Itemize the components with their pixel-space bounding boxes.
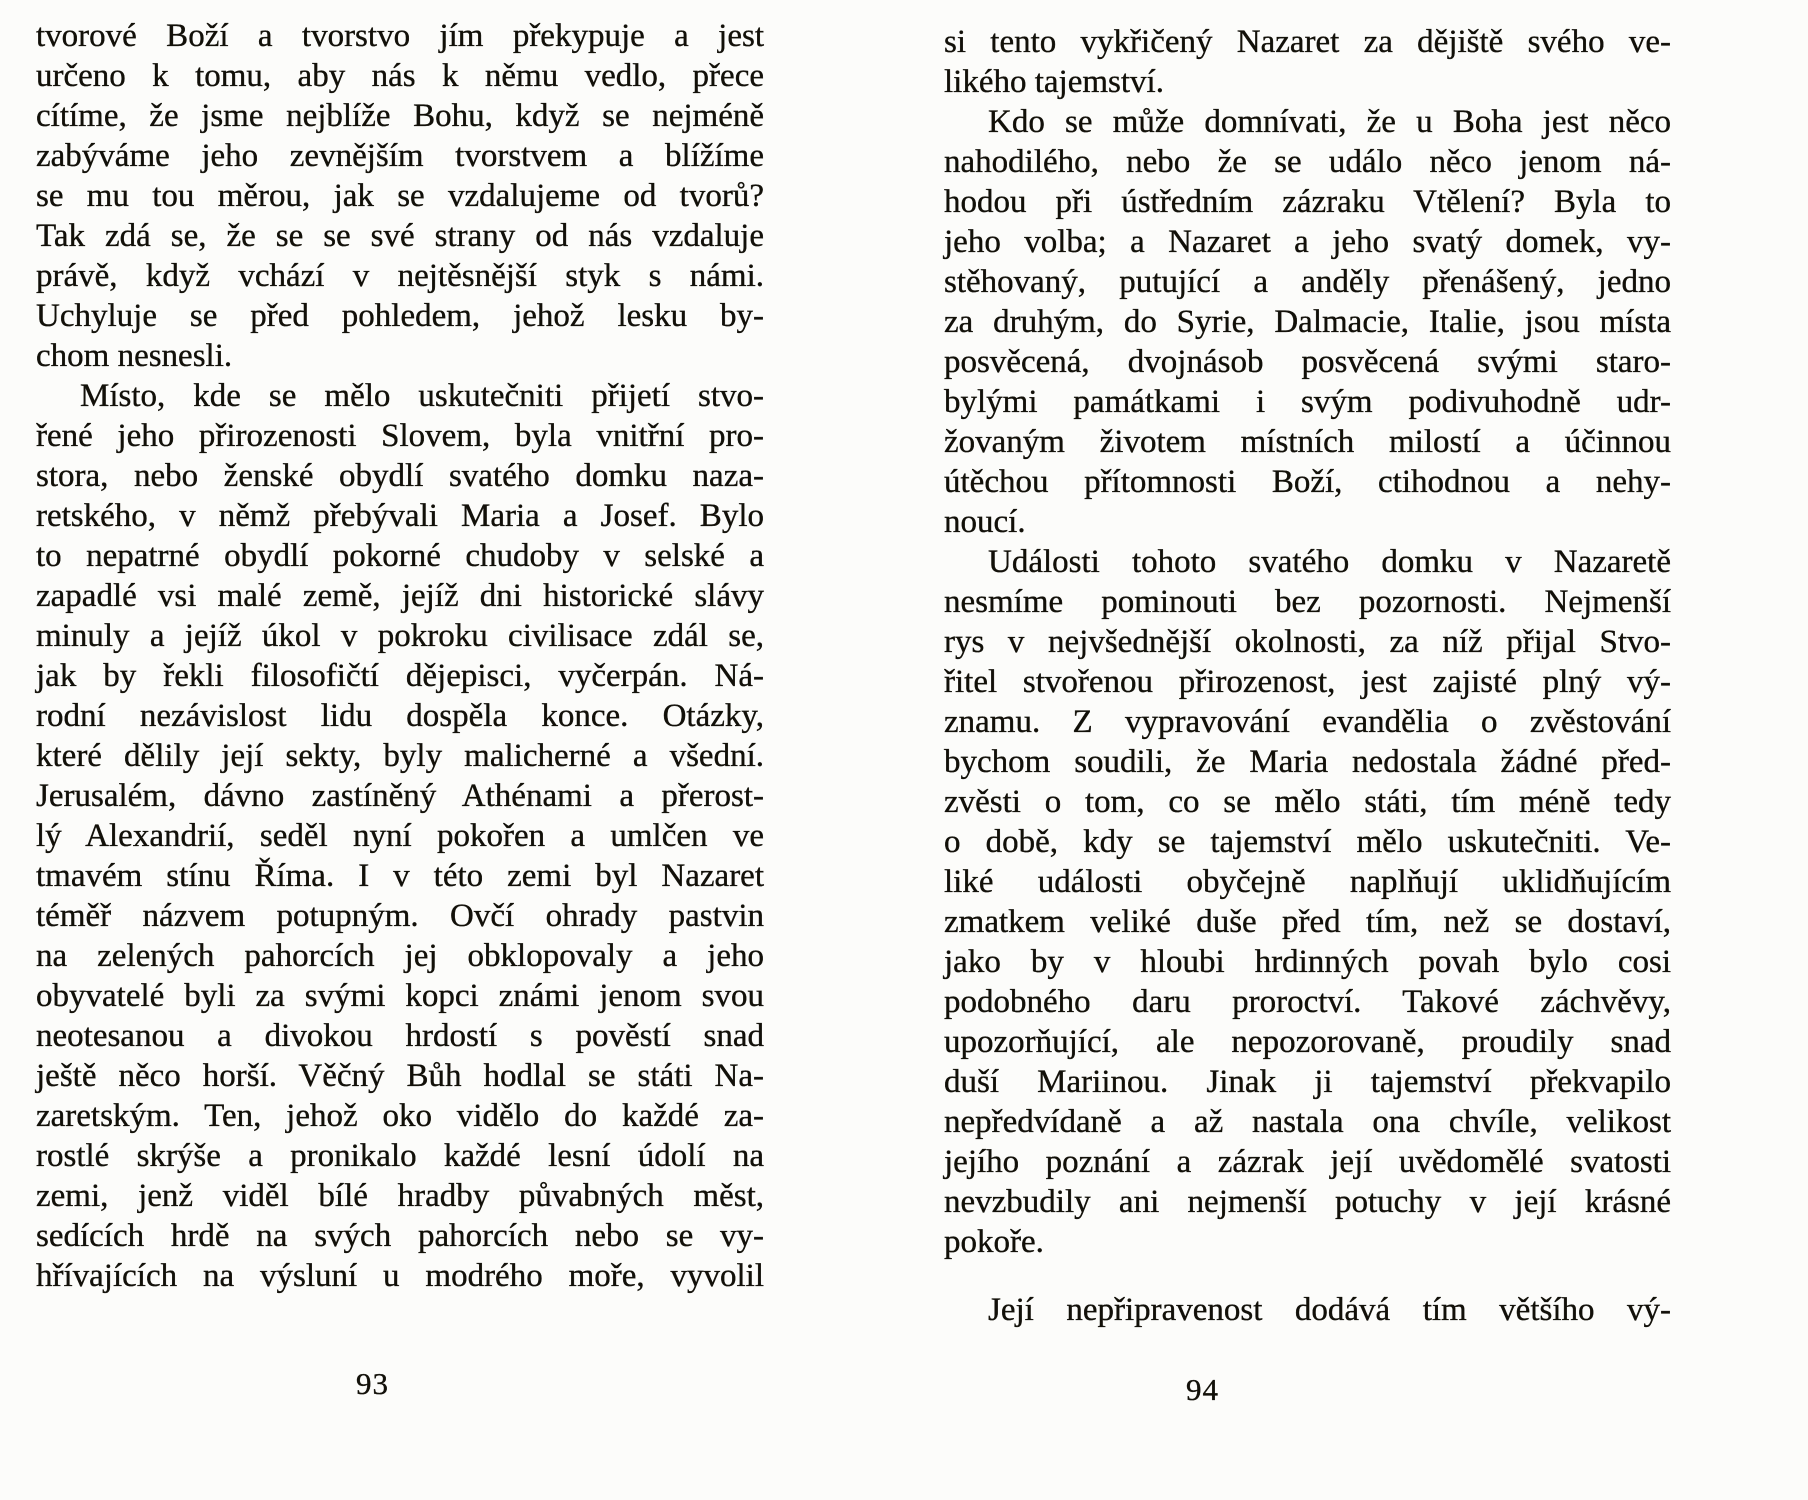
text-line: chom nesnesli. xyxy=(36,338,233,374)
text-line: nepředvídaně a až nastala ona chvíle, velikost xyxy=(944,1104,1671,1140)
text-line: rys v nejvšednější okolnosti, za níž přijal Stvo- xyxy=(944,624,1671,660)
text-line: řené jeho přirozenosti Slovem, byla vnitřní pro- xyxy=(36,418,764,454)
text-line: si tento vykřičený Nazaret za dějiště svého ve- xyxy=(944,24,1671,60)
paragraph xyxy=(944,102,1671,542)
text-line: rostlé skrýše a pronikalo každé lesní údolí na xyxy=(36,1138,764,1174)
text-line: jak by řekli filosofičtí dějepisci, vyčerpán. Ná- xyxy=(36,658,764,694)
text-line: zapadlé vsi malé země, jejíž dni historické slávy xyxy=(36,578,764,614)
text-line: bychom soudili, že Maria nedostala žádné před- xyxy=(944,744,1671,780)
page-number-right: 94 xyxy=(1186,1372,1219,1407)
text-line: na zelených pahorcích jej obklopovaly a jeho xyxy=(36,938,764,974)
text-line: lý Alexandrií, seděl nyní pokořen a umlčen ve xyxy=(36,818,764,854)
text-line: Kdo se může domnívati, že u Boha jest něco xyxy=(988,104,1671,140)
text-line: cítíme, že jsme nejblíže Bohu, když se nejméně xyxy=(36,98,764,134)
text-line: to nepatrné obydlí pokorné chudoby v selské a xyxy=(36,538,764,574)
text-line: za druhým, do Syrie, Dalmacie, Italie, jsou místa xyxy=(944,304,1671,340)
text-line: neotesanou a divokou hrdostí s pověstí snad xyxy=(36,1018,764,1054)
page-93-text-column xyxy=(36,16,764,1296)
text-line: bylými památkami i svým podivuhodně udr- xyxy=(944,384,1671,420)
text-line: ještě něco horší. Věčný Bůh hodlal se státi Na- xyxy=(36,1058,764,1094)
text-line: Události tohoto svatého domku v Nazaretě xyxy=(988,544,1671,580)
text-line: zabýváme jeho zevnějším tvorstvem a blížíme xyxy=(36,138,764,174)
text-line: hřívajících na výsluní u modrého moře, vyvolil xyxy=(36,1258,764,1294)
text-line: podobného daru proroctví. Takové záchvěvy, xyxy=(944,984,1671,1020)
paragraph xyxy=(944,1290,1671,1330)
text-line: sedících hrdě na svých pahorcích nebo se vy- xyxy=(36,1218,764,1254)
text-line: Její nepřipravenost dodává tím většího vý- xyxy=(988,1292,1671,1328)
text-line: žovaným životem místních milostí a účinnou xyxy=(944,424,1671,460)
text-line: zemi, jenž viděl bílé hradby půvabných měst, xyxy=(36,1178,764,1214)
text-line: se mu tou měrou, jak se vzdalujeme od tvorů? xyxy=(36,178,764,214)
text-line: pokoře. xyxy=(944,1224,1044,1260)
text-line: řitel stvořenou přirozenost, jest zajisté plný vý- xyxy=(944,664,1671,700)
text-line: obyvatelé byli za svými kopci známi jenom svou xyxy=(36,978,764,1014)
text-line: nahodilého, nebo že se událo něco jenom ná- xyxy=(944,144,1671,180)
text-line: zvěsti o tom, co se mělo státi, tím méně tedy xyxy=(944,784,1671,820)
text-line: hodou při ústředním zázraku Vtělení? Byla to xyxy=(944,184,1671,220)
text-line: nevzbudily ani nejmenší potuchy v její krásné xyxy=(944,1184,1671,1220)
text-line: znamu. Z vypravování evandělia o zvěstování xyxy=(944,704,1671,740)
page-number-left: 93 xyxy=(356,1366,389,1401)
text-line: retského, v němž přebývali Maria a Josef. Bylo xyxy=(36,498,764,534)
text-line: stora, nebo ženské obydlí svatého domku naza- xyxy=(36,458,764,494)
text-line: tvorové Boží a tvorstvo jím překypuje a jest xyxy=(36,18,764,54)
text-line: právě, když vchází v nejtěsnější styk s námi. xyxy=(36,258,764,294)
text-line: posvěcená, dvojnásob posvěcená svými staro- xyxy=(944,344,1671,380)
text-line: Jerusalém, dávno zastíněný Athénami a přerost- xyxy=(36,778,764,814)
text-line: jeho volba; a Nazaret a jeho svatý domek, vy- xyxy=(944,224,1671,260)
text-line: Místo, kde se mělo uskutečniti přijetí stvo- xyxy=(80,378,764,414)
text-line: jejího poznání a zázrak její uvědomělé svatosti xyxy=(944,1144,1671,1180)
text-line: útěchou přítomnosti Boží, ctihodnou a nehy- xyxy=(944,464,1671,500)
paragraph xyxy=(36,376,764,1296)
paragraph xyxy=(36,16,764,376)
text-line: liké události obyčejně naplňují uklidňujícím xyxy=(944,864,1671,900)
text-line: duší Mariinou. Jinak ji tajemství překvapilo xyxy=(944,1064,1671,1100)
text-line: téměř názvem potupným. Ovčí ohrady pastvin xyxy=(36,898,764,934)
text-line: likého tajemství. xyxy=(944,64,1164,100)
text-line: noucí. xyxy=(944,504,1026,540)
text-line: tmavém stínu Říma. I v této zemi byl Nazaret xyxy=(36,858,764,894)
paragraph xyxy=(944,22,1671,102)
text-line: minuly a jejíž úkol v pokroku civilisace zdál se, xyxy=(36,618,764,654)
page-94-text-column xyxy=(944,22,1671,1330)
text-line: jako by v hloubi hrdinných povah bylo cosi xyxy=(944,944,1671,980)
text-line: zaretským. Ten, jehož oko vidělo do každé za- xyxy=(36,1098,764,1134)
text-line: které dělily její sekty, byly malicherné a všední. xyxy=(36,738,764,774)
text-line: nesmíme pominouti bez pozornosti. Nejmenší xyxy=(944,584,1671,620)
text-line: upozorňující, ale nepozorovaně, proudily snad xyxy=(944,1024,1671,1060)
text-line: Uchyluje se před pohledem, jehož lesku by- xyxy=(36,298,764,334)
text-line: rodní nezávislost lidu dospěla konce. Otázky, xyxy=(36,698,764,734)
text-line: zmatkem veliké duše před tím, než se dostaví, xyxy=(944,904,1671,940)
text-line: určeno k tomu, aby nás k němu vedlo, přece xyxy=(36,58,764,94)
text-line: o době, kdy se tajemství mělo uskutečniti. Ve- xyxy=(944,824,1671,860)
text-line: Tak zdá se, že se se své strany od nás vzdaluje xyxy=(36,218,764,254)
paragraph xyxy=(944,542,1671,1262)
text-line: stěhovaný, putující a anděly přenášený, jedno xyxy=(944,264,1671,300)
